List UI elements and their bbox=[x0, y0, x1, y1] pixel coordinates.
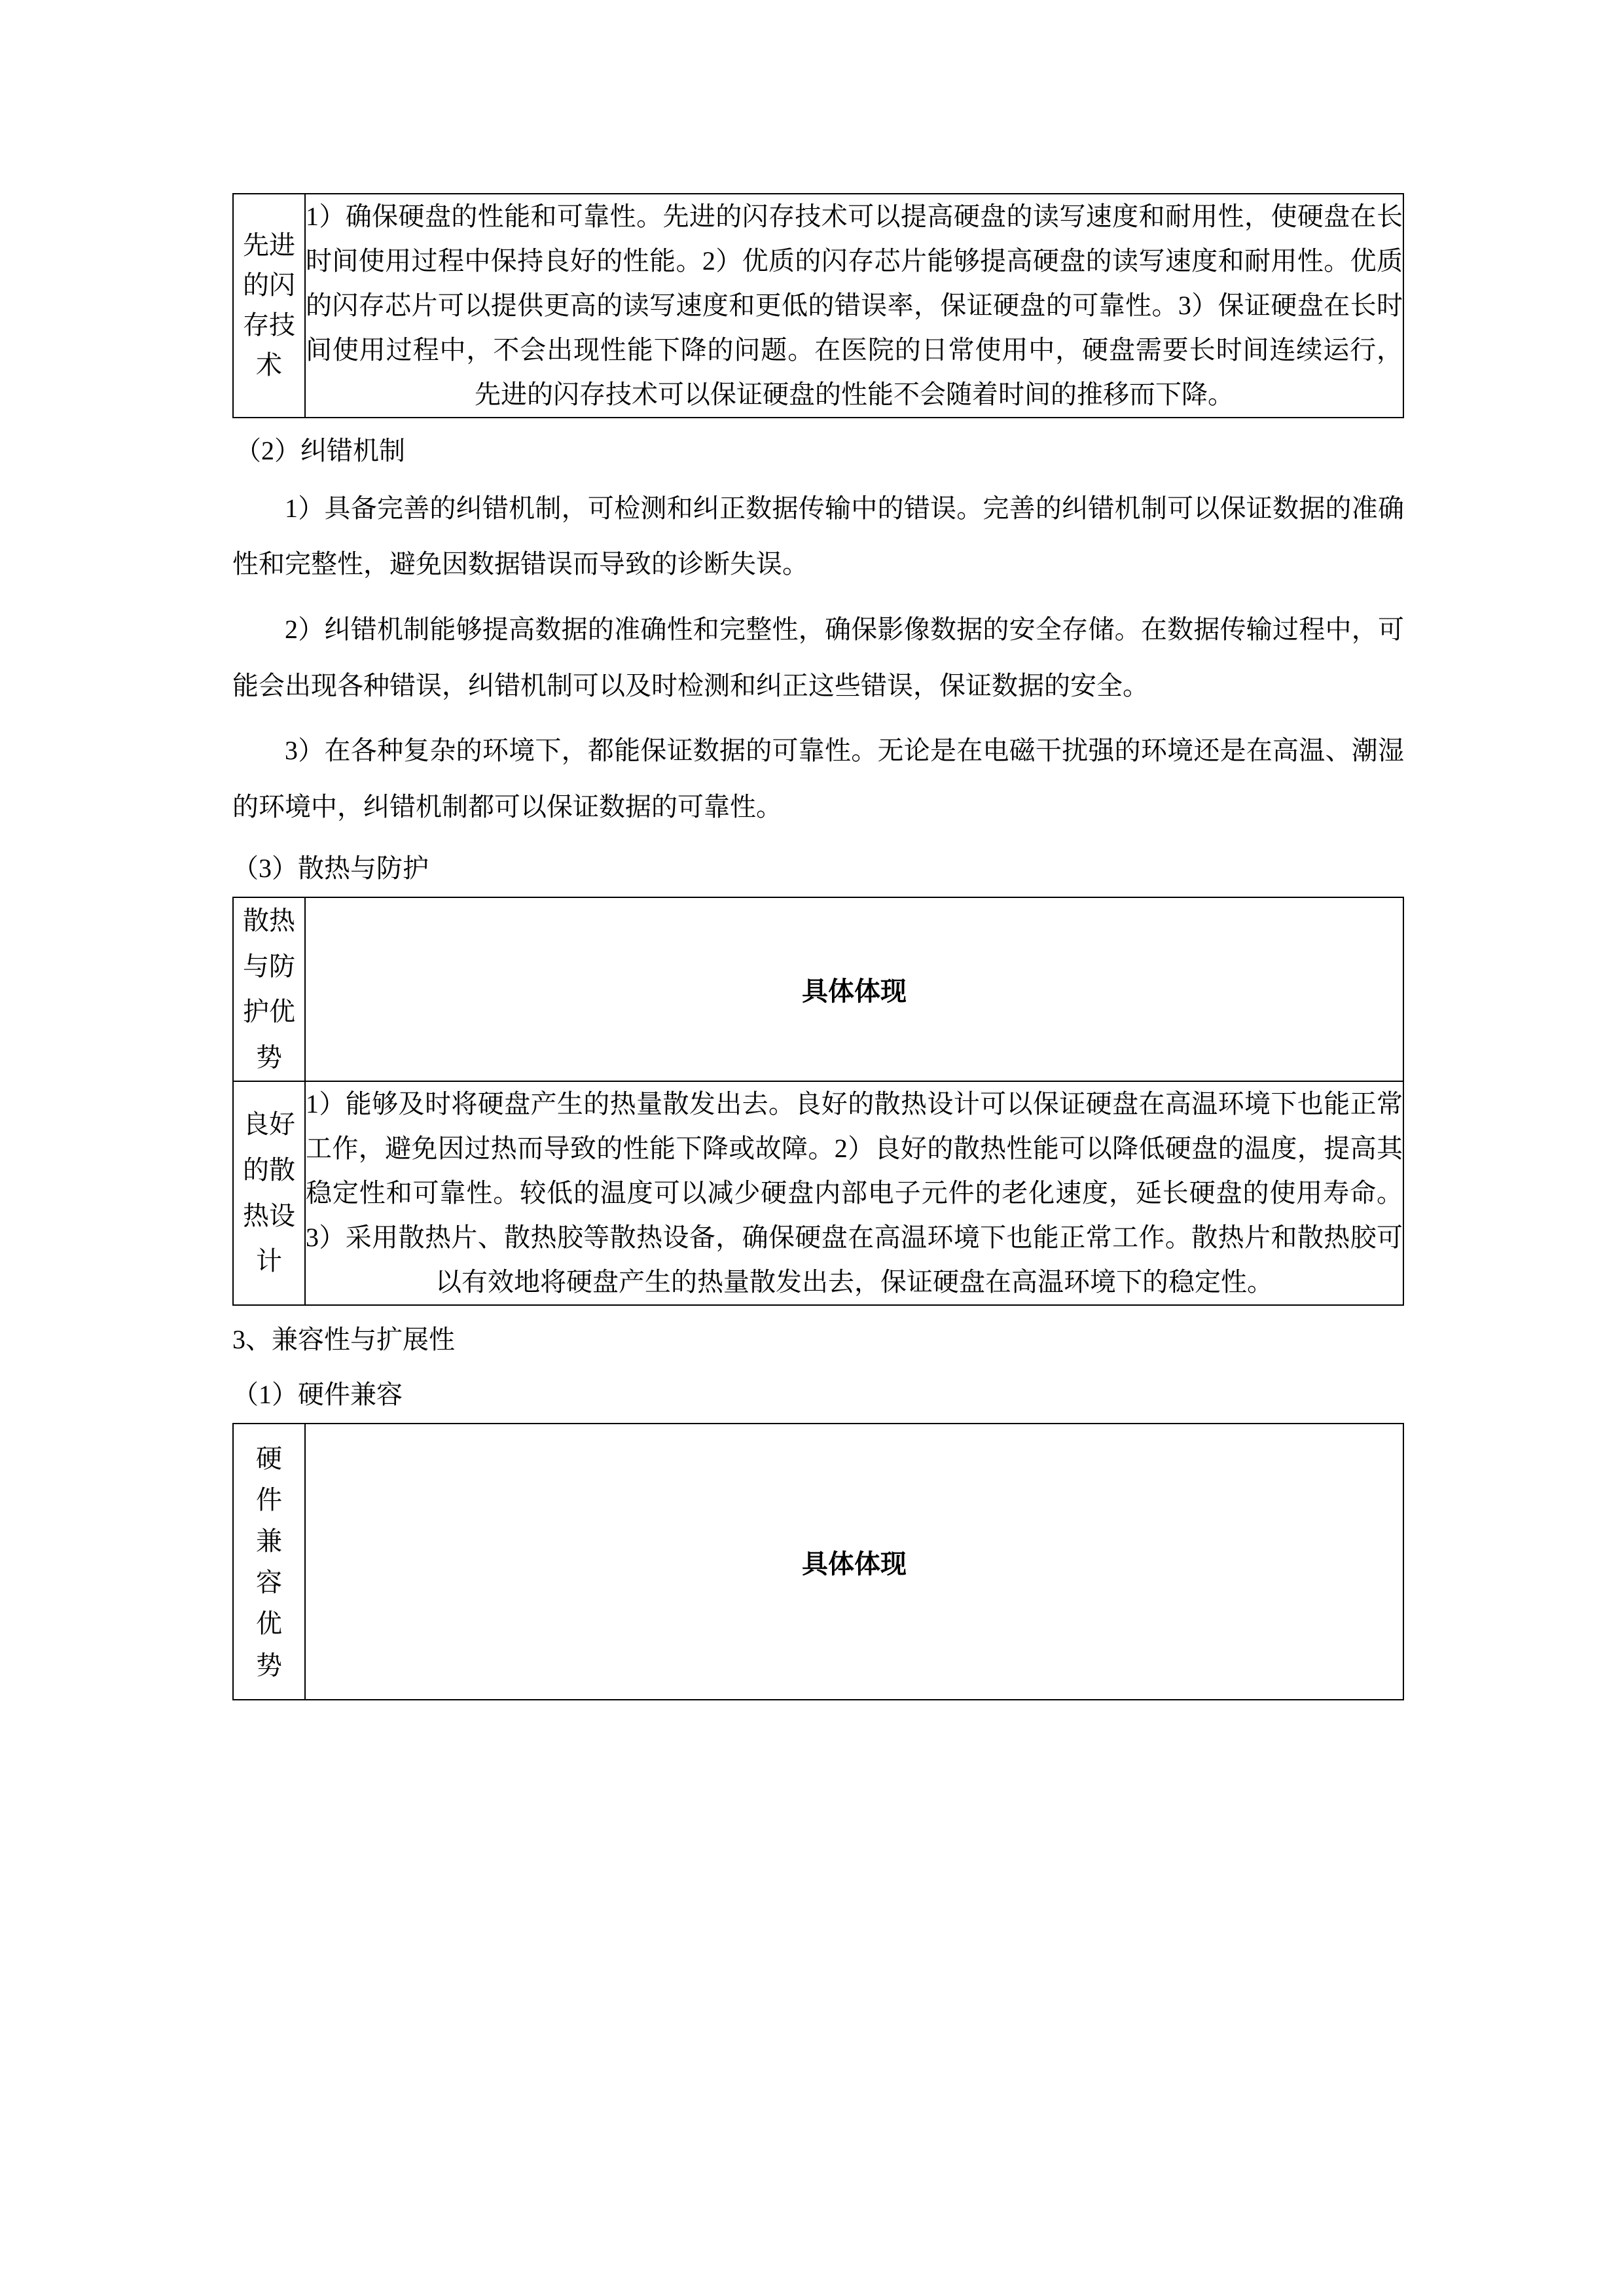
cooling-design-label-line-1: 良好 bbox=[243, 1109, 295, 1139]
table-row bbox=[233, 194, 1403, 418]
hardware-header-label-cell bbox=[233, 1424, 305, 1700]
error-correction-paragraph-3: 3）在各种复杂的环境下，都能保证数据的可靠性。无论是在电磁干扰强的环境还是在高温、潮湿的环境中，纠错机制都可以保证数据的可靠性。 bbox=[232, 736, 1404, 821]
cooling-header-label-cell bbox=[233, 897, 305, 1081]
error-correction-heading: （2）纠错机制 bbox=[235, 436, 405, 465]
cooling-design-body-cell: 1）能够及时将硬盘产生的热量散发出去。良好的散热设计可以保证硬盘在高温环境下也能正常工作，避免因过热而导致的性能下降或故障。2）良好的散热性能可以降低硬盘的温度，提高其稳定性和可靠性。较低的温度可以减少硬盘内部电子元件的老化速度，延长硬盘的使用寿命。3）采用散热片、散热胶等散热设备，确保硬盘在高温环境下也能正常工作。散热片和散热胶可以有效地将硬盘产生的热量散发出去，保证硬盘在高温环境下的稳定性。 bbox=[305, 1081, 1403, 1305]
document-body bbox=[232, 193, 1404, 1700]
cooling-header-body-cell: 具体体现 bbox=[305, 897, 1403, 1081]
cooling-heading: （3）散热与防护 bbox=[232, 853, 429, 884]
flash-technology-label-cell bbox=[233, 194, 305, 418]
error-correction-paragraph-1: 1）具备完善的纠错机制，可检测和纠正数据传输中的错误。完善的纠错机制可以保证数据的准确性和完整性，避免因数据错误而导致的诊断失误。 bbox=[232, 493, 1404, 579]
cooling-design-label-cell bbox=[233, 1081, 305, 1305]
table-header-row bbox=[233, 1424, 1403, 1700]
flash-technology-table bbox=[232, 193, 1404, 418]
hardware-header-label-char-6: 势 bbox=[256, 1650, 282, 1680]
cooling-design-label-line-2: 的散 bbox=[243, 1155, 295, 1185]
flash-technology-label: 先进的闪存技术 bbox=[243, 230, 295, 380]
cooling-header-label-line-4: 势 bbox=[256, 1042, 282, 1072]
cooling-table bbox=[232, 897, 1404, 1305]
hardware-header-label-char-5: 优 bbox=[256, 1609, 282, 1639]
flash-technology-body-cell: 1）确保硬盘的性能和可靠性。先进的闪存技术可以提高硬盘的读写速度和耐用性，使硬盘在长时间使用过程中保持良好的性能。2）优质的闪存芯片能够提高硬盘的读写速度和耐用性。优质的闪存芯片可以提供更高的读写速度和更低的错误率，保证硬盘的可靠性。3）保证硬盘在长时间使用过程中，不会出现性能下降的问题。在医院的日常使用中，硬盘需要长时间连续运行，先进的闪存技术可以保证硬盘的性能不会随着时间的推移而下降。 bbox=[305, 194, 1403, 418]
hardware-compatibility-subheading: （1）硬件兼容 bbox=[232, 1380, 403, 1410]
hardware-header-label-char-2: 件 bbox=[256, 1484, 282, 1515]
compatibility-heading: 3、兼容性与扩展性 bbox=[232, 1324, 455, 1354]
table-row bbox=[233, 1081, 1403, 1305]
cooling-design-label-line-3: 热设 bbox=[243, 1200, 295, 1230]
hardware-header-body-cell: 具体体现 bbox=[305, 1424, 1403, 1700]
cooling-header-label-line-1: 散热 bbox=[243, 906, 295, 936]
hardware-header-label-char-3: 兼 bbox=[256, 1526, 282, 1556]
cooling-header-label-line-3: 护优 bbox=[243, 997, 295, 1027]
cooling-design-label-line-4: 计 bbox=[256, 1246, 282, 1276]
hardware-compatibility-table bbox=[232, 1423, 1404, 1700]
hardware-header-label-char-4: 容 bbox=[256, 1568, 282, 1598]
error-correction-paragraph-2: 2）纠错机制能够提高数据的准确性和完整性，确保影像数据的安全存储。在数据传输过程中，可能会出现各种错误，纠错机制可以及时检测和纠正这些错误，保证数据的安全。 bbox=[232, 614, 1404, 700]
table-header-row bbox=[233, 897, 1403, 1081]
hardware-header-label-char-1: 硬 bbox=[256, 1443, 282, 1473]
cooling-header-label-line-2: 与防 bbox=[243, 951, 295, 981]
